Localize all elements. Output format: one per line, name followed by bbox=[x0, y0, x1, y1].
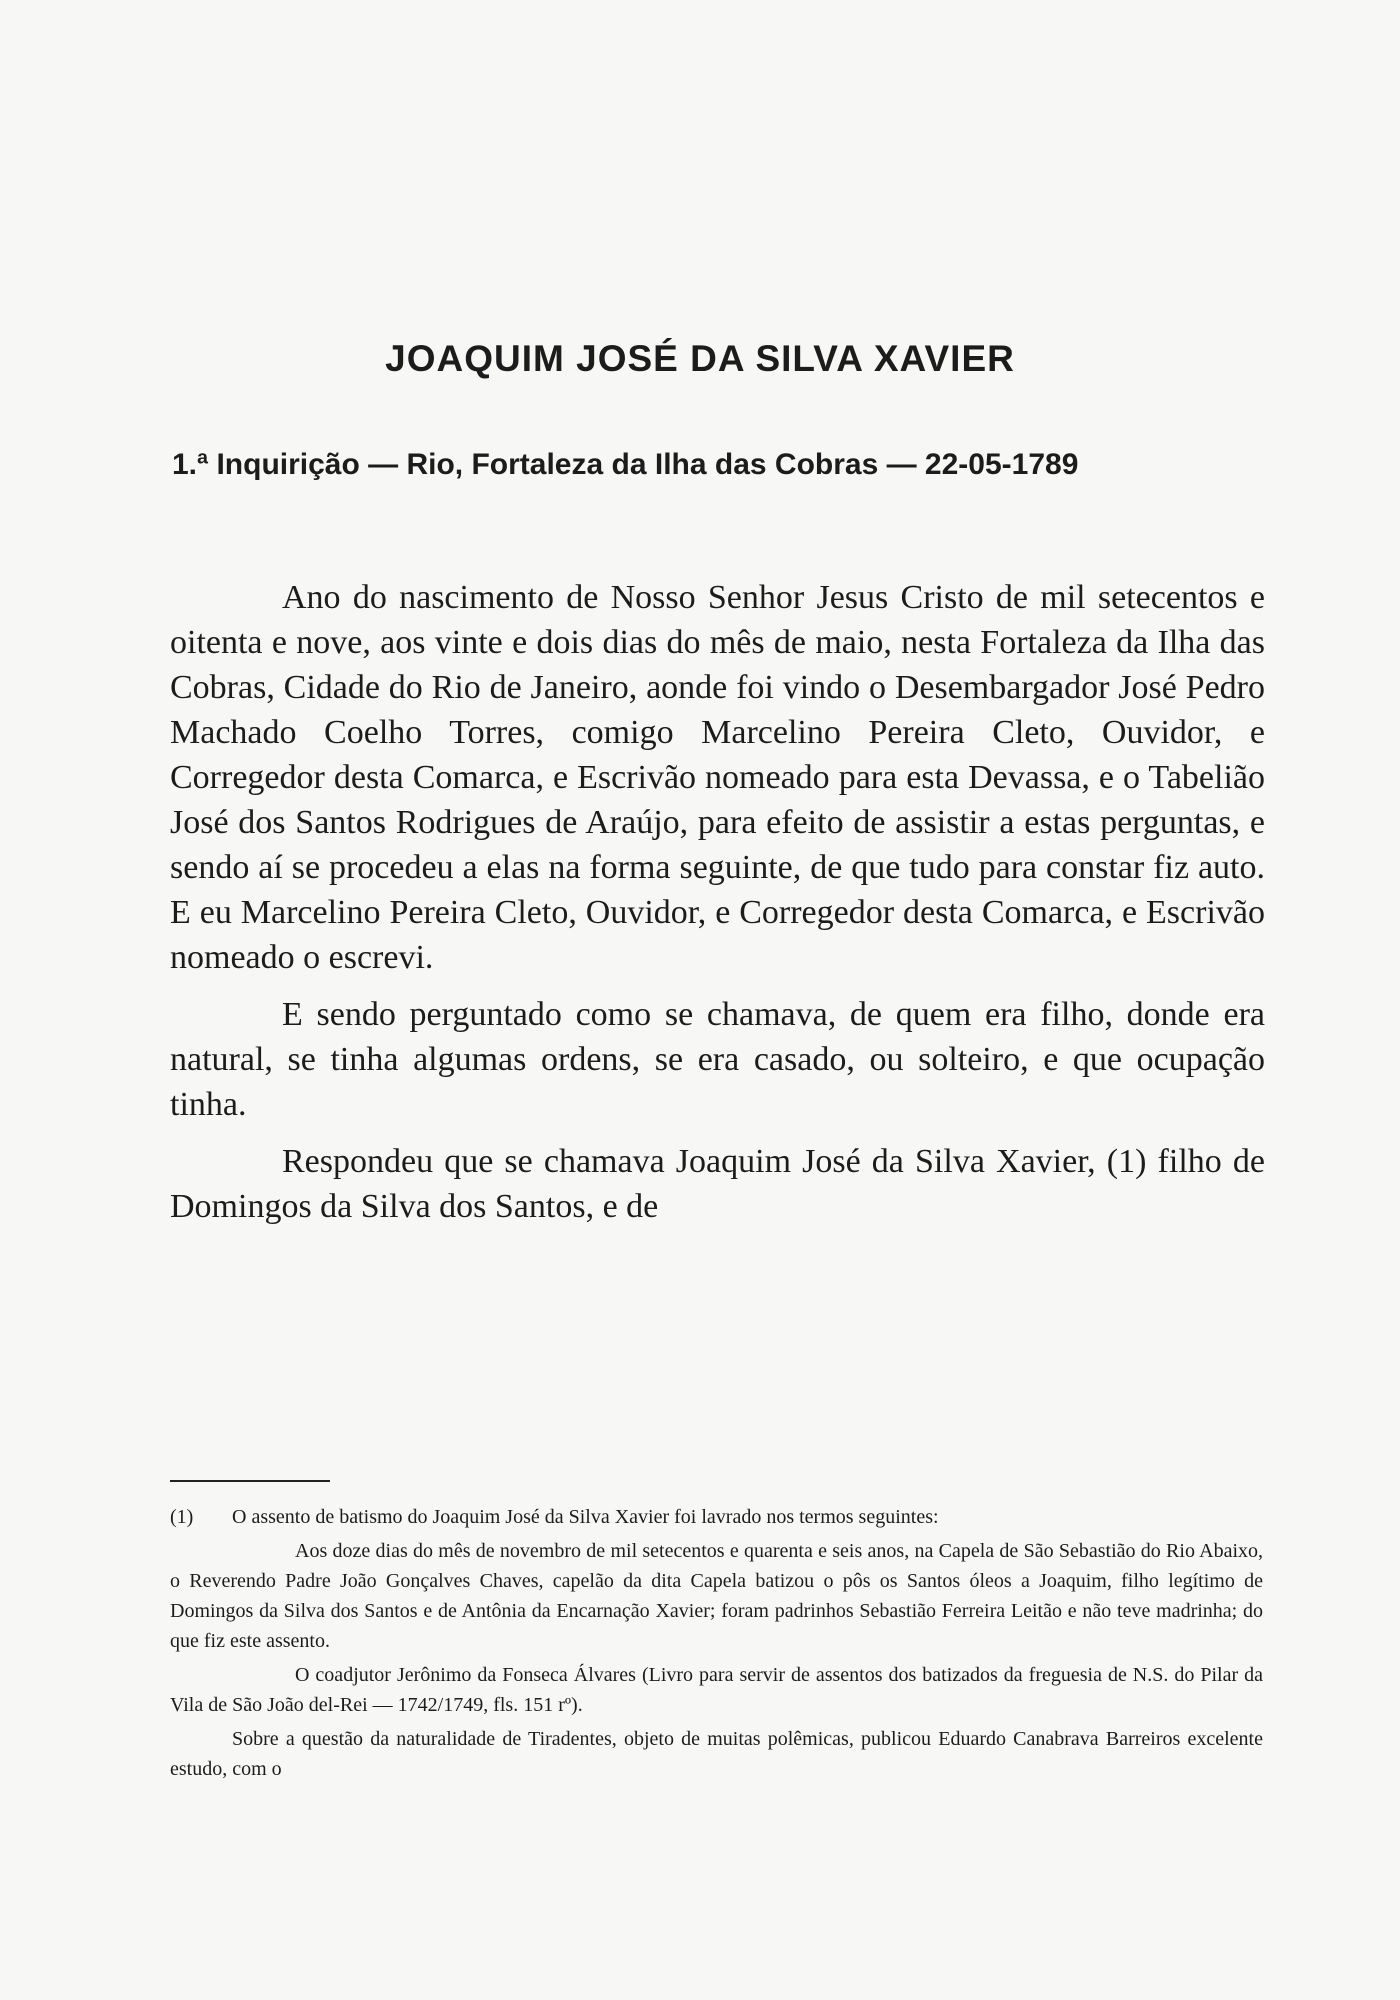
footnote-divider bbox=[170, 1480, 330, 1482]
main-text bbox=[170, 575, 1265, 1241]
footnote-baptism-record: Aos doze dias do mês de novembro de mil setecentos e quarenta e seis anos, na Capela de São Sebastião do Rio Abaixo, o Reverendo Padre João Gonçalves Chaves, capelão da dita Capela batizou o pôs os Santos óleos a Joaquim, filho legítimo de Domingos da Silva dos Santos e de Antônia da Encarnação Xavier; foram padrinhos Sebastião Ferreira Leitão e não teve madrinha; do que fiz este assento. bbox=[170, 1540, 1263, 1652]
footnotes bbox=[170, 1502, 1263, 1788]
paragraph-answer: Respondeu que se chamava Joaquim José da Silva Xavier, (1) filho de Domingos da Silva dos Santos, e de bbox=[170, 1143, 1265, 1225]
paragraph-auto: Ano do nascimento de Nosso Senhor Jesus Cristo de mil setecentos e oitenta e nove, aos vinte e dois dias do mês de maio, nesta Fortaleza da Ilha das Cobras, Cidade do Rio de Janeiro, aonde foi vindo o Desembargador José Pedro Machado Coelho Torres, comigo Marcelino Pereira Cleto, Ouvidor, e Corregedor desta Comarca, e Escrivão nomeado para esta Devassa, e o Tabelião José dos Santos Rodrigues de Araújo, para efeito de assistir a estas perguntas, e sendo aí se procedeu a elas na forma seguinte, de que tudo para constar fiz auto. E eu Marcelino Pereira Cleto, Ouvidor, e Corregedor desta Comarca, e Escrivão nomeado o escrevi. bbox=[170, 579, 1265, 976]
paragraph-question: E sendo perguntado como se chamava, de quem era filho, donde era natural, se tinha algumas ordens, se era casado, ou solteiro, e que ocupação tinha. bbox=[170, 996, 1265, 1123]
footnote-marker: (1) bbox=[170, 1506, 194, 1528]
footnote-naturalidade-note: Sobre a questão da naturalidade de Tiradentes, objeto de muitas polêmicas, publicou Eduardo Canabrava Barreiros excelente estudo, com o bbox=[170, 1728, 1263, 1780]
section-subtitle: 1.ª Inquirição — Rio, Fortaleza da Ilha das Cobras — 22-05-1789 bbox=[172, 448, 1079, 481]
footnote-intro-text: O assento de batismo do Joaquim José da Silva Xavier foi lavrado nos termos seguintes: bbox=[232, 1506, 939, 1528]
footnote-intro bbox=[170, 1502, 1263, 1532]
page-title: JOAQUIM JOSÉ DA SILVA XAVIER bbox=[385, 338, 1015, 379]
footnote-baptism-signature: O coadjutor Jerônimo da Fonseca Álvares (Livro para servir de assentos dos batizados da freguesia de N.S. do Pilar da Vila de São João del-Rei — 1742/1749, fls. 151 rº). bbox=[170, 1664, 1263, 1716]
